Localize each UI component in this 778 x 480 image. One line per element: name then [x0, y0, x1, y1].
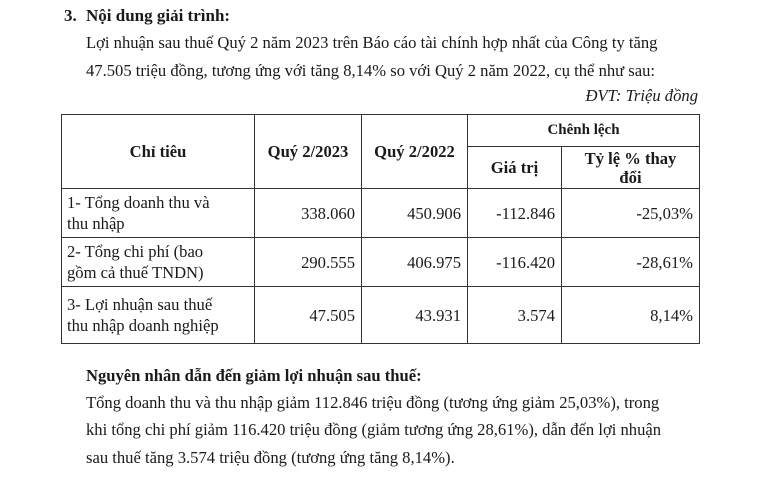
- table-row: [62, 189, 700, 238]
- header-difference: Chênh lệch: [468, 115, 700, 147]
- unit-note: ĐVT: Triệu đồng: [585, 86, 698, 105]
- row-label: [62, 287, 255, 344]
- cell-q2-2023: 338.060: [255, 189, 362, 238]
- section-title: Nội dung giải trình:: [86, 6, 231, 25]
- cell-value: -112.846: [468, 189, 562, 238]
- header-pct: [562, 147, 700, 189]
- header-q2-2023: Quý 2/2023: [255, 115, 362, 189]
- reason-title: Nguyên nhân dẫn đến giảm lợi nhuận sau thuế:: [86, 366, 422, 385]
- reason-line-2: khi tổng chi phí giảm 116.420 triệu đồng (giảm tương ứng 28,61%), dẫn đến lợi nhuận: [86, 420, 662, 439]
- intro-line-2: 47.505 triệu đồng, tương ứng với tăng 8,14% so với Quý 2 năm 2022, cụ thể như sau:: [86, 61, 656, 80]
- cell-pct: -25,03%: [562, 189, 700, 238]
- row-label-line-1: 1- Tổng doanh thu và: [67, 193, 210, 212]
- cell-value: 3.574: [468, 287, 562, 344]
- row-label: [62, 189, 255, 238]
- cell-pct: -28,61%: [562, 238, 700, 287]
- table-row: [62, 238, 700, 287]
- cell-value: -116.420: [468, 238, 562, 287]
- table-row: [62, 287, 700, 344]
- reason-line-3: sau thuế tăng 3.574 triệu đồng (tương ứng tăng 8,14%).: [86, 448, 455, 467]
- row-label-line-2: gồm cả thuế TNDN): [67, 263, 204, 282]
- row-label-line-2: thu nhập: [67, 214, 125, 233]
- row-label-line-1: 3- Lợi nhuận sau thuế: [67, 295, 213, 314]
- cell-q2-2022: 43.931: [362, 287, 468, 344]
- cell-q2-2023: 290.555: [255, 238, 362, 287]
- cell-q2-2022: 406.975: [362, 238, 468, 287]
- header-q2-2022: Quý 2/2022: [362, 115, 468, 189]
- header-indicator: Chỉ tiêu: [62, 115, 255, 189]
- header-pct-line-1: Tỷ lệ % thay: [584, 148, 677, 168]
- row-label-line-2: thu nhập doanh nghiệp: [67, 316, 219, 335]
- header-pct-line-2: đổi: [619, 167, 642, 187]
- cell-pct: 8,14%: [562, 287, 700, 344]
- cell-q2-2022: 450.906: [362, 189, 468, 238]
- row-label: [62, 238, 255, 287]
- row-label-line-1: 2- Tổng chi phí (bao: [67, 242, 204, 261]
- section-number: 3.: [64, 6, 77, 25]
- intro-line-1: Lợi nhuận sau thuế Quý 2 năm 2023 trên Báo cáo tài chính hợp nhất của Công ty tăng: [86, 33, 658, 52]
- profit-comparison-table: [61, 114, 700, 344]
- cell-q2-2023: 47.505: [255, 287, 362, 344]
- reason-line-1: Tổng doanh thu và thu nhập giảm 112.846 triệu đồng (tương ứng giảm 25,03%), trong: [86, 393, 660, 412]
- header-value: Giá trị: [468, 147, 562, 189]
